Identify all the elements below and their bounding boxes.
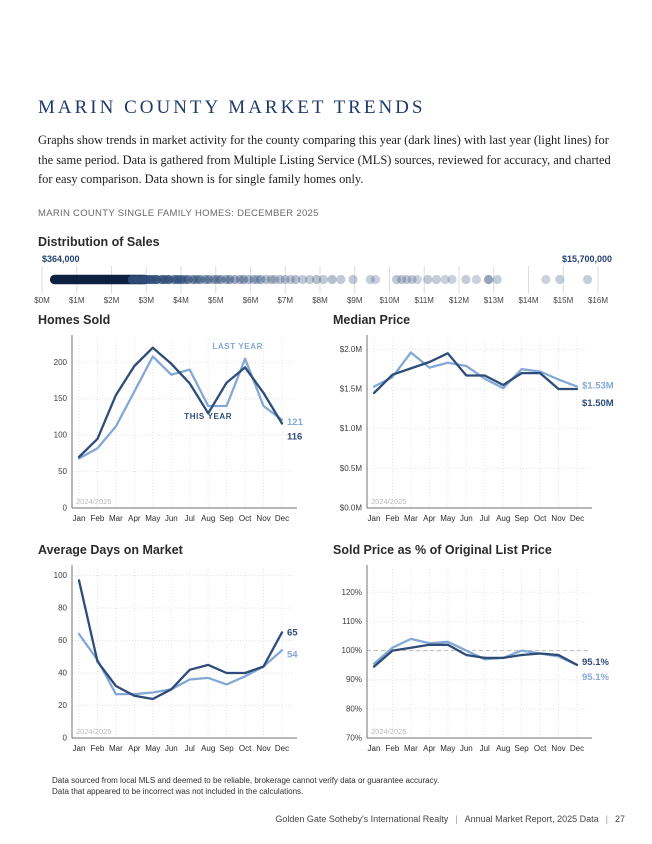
median-price-title: Median Price — [333, 312, 411, 327]
sale-dot — [493, 275, 502, 284]
price-axis-label: $4M — [173, 295, 189, 305]
y-axis-label: 110% — [342, 616, 362, 626]
y-axis-label: $0.0M — [339, 503, 362, 513]
page-footer — [275, 814, 625, 824]
y-axis-label: 0 — [62, 733, 67, 743]
y-axis-label: $1.0M — [339, 423, 362, 433]
x-axis-label: Sep — [514, 513, 529, 523]
x-axis-label: Dec — [274, 513, 290, 523]
x-axis-label: Feb — [90, 513, 105, 523]
footer-brand: Golden Gate Sotheby's International Realty — [275, 814, 449, 824]
median-price-figure — [333, 313, 616, 535]
avg-days-on-market-figure — [38, 543, 321, 765]
x-axis-label: Jun — [459, 513, 473, 523]
this-year-line — [79, 347, 282, 456]
price-axis-label: $5M — [207, 295, 224, 305]
disclaimer-line-1: Data sourced from local MLS and deemed to be reliable, brokerage cannot verify data or guarantee accuracy. — [52, 775, 440, 785]
y-axis-label: 70% — [345, 733, 362, 743]
intro-paragraph: Graphs show trends in market activity for the county comparing this year (dark lines) with last year (light lines) for the same period. Data is gathered from Multiple Listing Service (MLS) sources, reviewed for accuracy, and charted for easy comparison. Data shown is for single family homes only. — [38, 133, 611, 187]
y-axis-label: 100 — [53, 430, 67, 440]
price-axis-label: $2M — [103, 295, 120, 305]
y-axis-label: 80% — [345, 704, 362, 714]
x-axis-label: Dec — [569, 743, 585, 753]
series-end-label: 95.1% — [582, 656, 609, 668]
x-axis-label: Feb — [90, 743, 105, 753]
sale-dot — [461, 275, 470, 284]
series-annotation: LAST YEAR — [212, 341, 264, 351]
price-axis-label: $15M — [553, 295, 574, 305]
price-axis-label: $11M — [414, 295, 434, 305]
x-axis-label: Aug — [201, 513, 216, 523]
x-axis-label: Sep — [514, 743, 529, 753]
y-axis-label: $1.5M — [339, 384, 362, 394]
sale-dot — [371, 275, 380, 284]
x-axis-label: Oct — [238, 513, 252, 523]
min-sale-price-label: $364,000 — [42, 253, 80, 264]
last-year-line — [79, 634, 282, 694]
series-annotation: THIS YEAR — [184, 411, 233, 421]
y-axis-label: 120% — [341, 587, 362, 597]
x-axis-label: Aug — [496, 513, 511, 523]
series-end-label: 54 — [287, 649, 298, 661]
sale-dot — [336, 275, 345, 284]
sale-dot — [555, 275, 564, 284]
distribution-section — [34, 234, 616, 305]
series-end-label: $1.50M — [582, 397, 614, 409]
x-axis-label: May — [145, 743, 161, 753]
series-end-label: 95.1% — [582, 671, 609, 683]
price-axis-label: $8M — [312, 295, 328, 305]
y-axis-label: 100 — [53, 570, 67, 580]
max-sale-price-label: $15,700,000 — [561, 253, 612, 264]
x-axis-label: Nov — [551, 513, 566, 523]
price-axis-label: $1M — [68, 295, 85, 305]
x-axis-label: Oct — [533, 513, 547, 523]
x-axis-label: Feb — [385, 743, 400, 753]
sale-dot — [413, 275, 422, 284]
homes-sold-chart — [38, 329, 321, 535]
last-year-line — [374, 639, 577, 665]
sale-dot — [583, 275, 592, 284]
year-watermark: 2024/2025 — [371, 496, 407, 506]
sale-dot — [432, 275, 441, 284]
x-axis-label: Oct — [238, 743, 252, 753]
footer-divider: | — [605, 814, 608, 824]
x-axis-label: Dec — [274, 743, 290, 753]
page-title: MARIN COUNTY MARKET TRENDS — [38, 97, 426, 118]
y-axis-label: 90% — [345, 675, 362, 685]
x-axis-label: Aug — [201, 743, 216, 753]
distribution-title: Distribution of Sales — [38, 234, 160, 249]
x-axis-label: Jul — [184, 513, 195, 523]
x-axis-label: Jan — [367, 743, 381, 753]
x-axis-label: Dec — [569, 513, 585, 523]
x-axis-label: Jan — [367, 513, 381, 523]
x-axis-label: Oct — [533, 743, 547, 753]
footer-page-number: 27 — [614, 814, 625, 824]
x-axis-label: Sep — [219, 743, 234, 753]
price-axis-label: $6M — [242, 295, 259, 305]
series-end-label: 116 — [287, 431, 303, 443]
price-axis-label: $9M — [346, 295, 363, 305]
y-axis-label: 0 — [62, 503, 67, 513]
price-axis-label: $14M — [518, 295, 539, 305]
x-axis-label: Apr — [423, 513, 436, 523]
sale-dot — [348, 275, 357, 284]
homes-sold-title: Homes Sold — [38, 312, 111, 327]
year-watermark: 2024/2025 — [76, 726, 112, 736]
sale-dot — [472, 275, 481, 284]
sale-dot — [447, 275, 456, 284]
report-content — [34, 97, 616, 765]
year-watermark: 2024/2025 — [371, 726, 407, 736]
y-axis-label: 60 — [58, 635, 67, 645]
x-axis-label: Feb — [385, 513, 400, 523]
y-axis-label: $2.0M — [339, 344, 362, 354]
series-end-label: 121 — [287, 416, 303, 428]
distribution-of-sales-chart — [34, 253, 616, 305]
avg-days-on-market-title: Average Days on Market — [38, 542, 183, 557]
x-axis-label: Nov — [551, 743, 566, 753]
series-end-label: 65 — [287, 627, 298, 639]
disclaimer-line-2: Data that appeared to be incorrect was not included in the calculations. — [52, 786, 304, 796]
sale-dot — [328, 275, 337, 284]
y-axis-label: 20 — [58, 700, 67, 710]
x-axis-label: Sep — [219, 513, 234, 523]
x-axis-label: Nov — [256, 743, 271, 753]
y-axis-label: 200 — [53, 357, 67, 367]
x-axis-label: May — [440, 513, 456, 523]
x-axis-label: Jul — [184, 743, 195, 753]
year-watermark: 2024/2025 — [76, 496, 112, 506]
x-axis-label: Apr — [128, 513, 141, 523]
sale-dot — [423, 275, 432, 284]
x-axis-label: Mar — [109, 513, 123, 523]
this-year-line — [374, 645, 577, 667]
x-axis-label: Jul — [479, 743, 490, 753]
price-axis-label: $16M — [587, 295, 609, 305]
x-axis-label: May — [440, 743, 456, 753]
sale-dot — [484, 275, 493, 284]
price-axis-label: $12M — [448, 295, 470, 305]
sold-price-pct-figure — [333, 543, 616, 765]
x-axis-label: Jun — [164, 743, 178, 753]
x-axis-label: Apr — [423, 743, 436, 753]
median-price-chart — [333, 329, 616, 535]
sold-price-pct-chart — [333, 559, 616, 765]
avg-days-on-market-chart — [38, 559, 321, 765]
chart-grid — [38, 313, 616, 765]
y-axis-label: $0.5M — [339, 463, 362, 473]
report-subtitle: MARIN COUNTY SINGLE FAMILY HOMES: DECEMBER 2025 — [38, 207, 319, 219]
x-axis-label: Jan — [72, 513, 86, 523]
y-axis-label: 40 — [58, 668, 67, 678]
series-end-label: $1.53M — [582, 380, 614, 392]
x-axis-label: Mar — [109, 743, 123, 753]
y-axis-label: 100% — [341, 645, 362, 655]
x-axis-label: Jun — [459, 743, 473, 753]
price-axis-label: $10M — [379, 295, 400, 305]
price-axis-label: $3M — [138, 295, 155, 305]
sold-price-pct-title: Sold Price as % of Original List Price — [333, 542, 552, 557]
y-axis-label: 80 — [58, 603, 67, 613]
y-axis-label: 50 — [58, 466, 67, 476]
x-axis-label: Mar — [404, 513, 418, 523]
x-axis-label: Jul — [479, 513, 490, 523]
x-axis-label: Mar — [404, 743, 418, 753]
sale-dot — [541, 275, 550, 284]
price-axis-label: $7M — [277, 295, 294, 305]
x-axis-label: Nov — [256, 513, 271, 523]
price-axis-label: $13M — [483, 295, 504, 305]
y-axis-label: 150 — [53, 394, 67, 404]
sale-dot — [319, 275, 328, 284]
x-axis-label: Aug — [496, 743, 511, 753]
x-axis-label: Jan — [72, 743, 86, 753]
x-axis-label: May — [145, 513, 161, 523]
homes-sold-figure — [38, 313, 321, 535]
data-disclaimer — [52, 775, 439, 797]
footer-report-name: Annual Market Report, 2025 Data — [464, 814, 599, 824]
footer-divider: | — [455, 814, 458, 824]
x-axis-label: Apr — [128, 743, 141, 753]
price-axis-label: $0M — [34, 295, 50, 305]
x-axis-label: Jun — [164, 513, 178, 523]
